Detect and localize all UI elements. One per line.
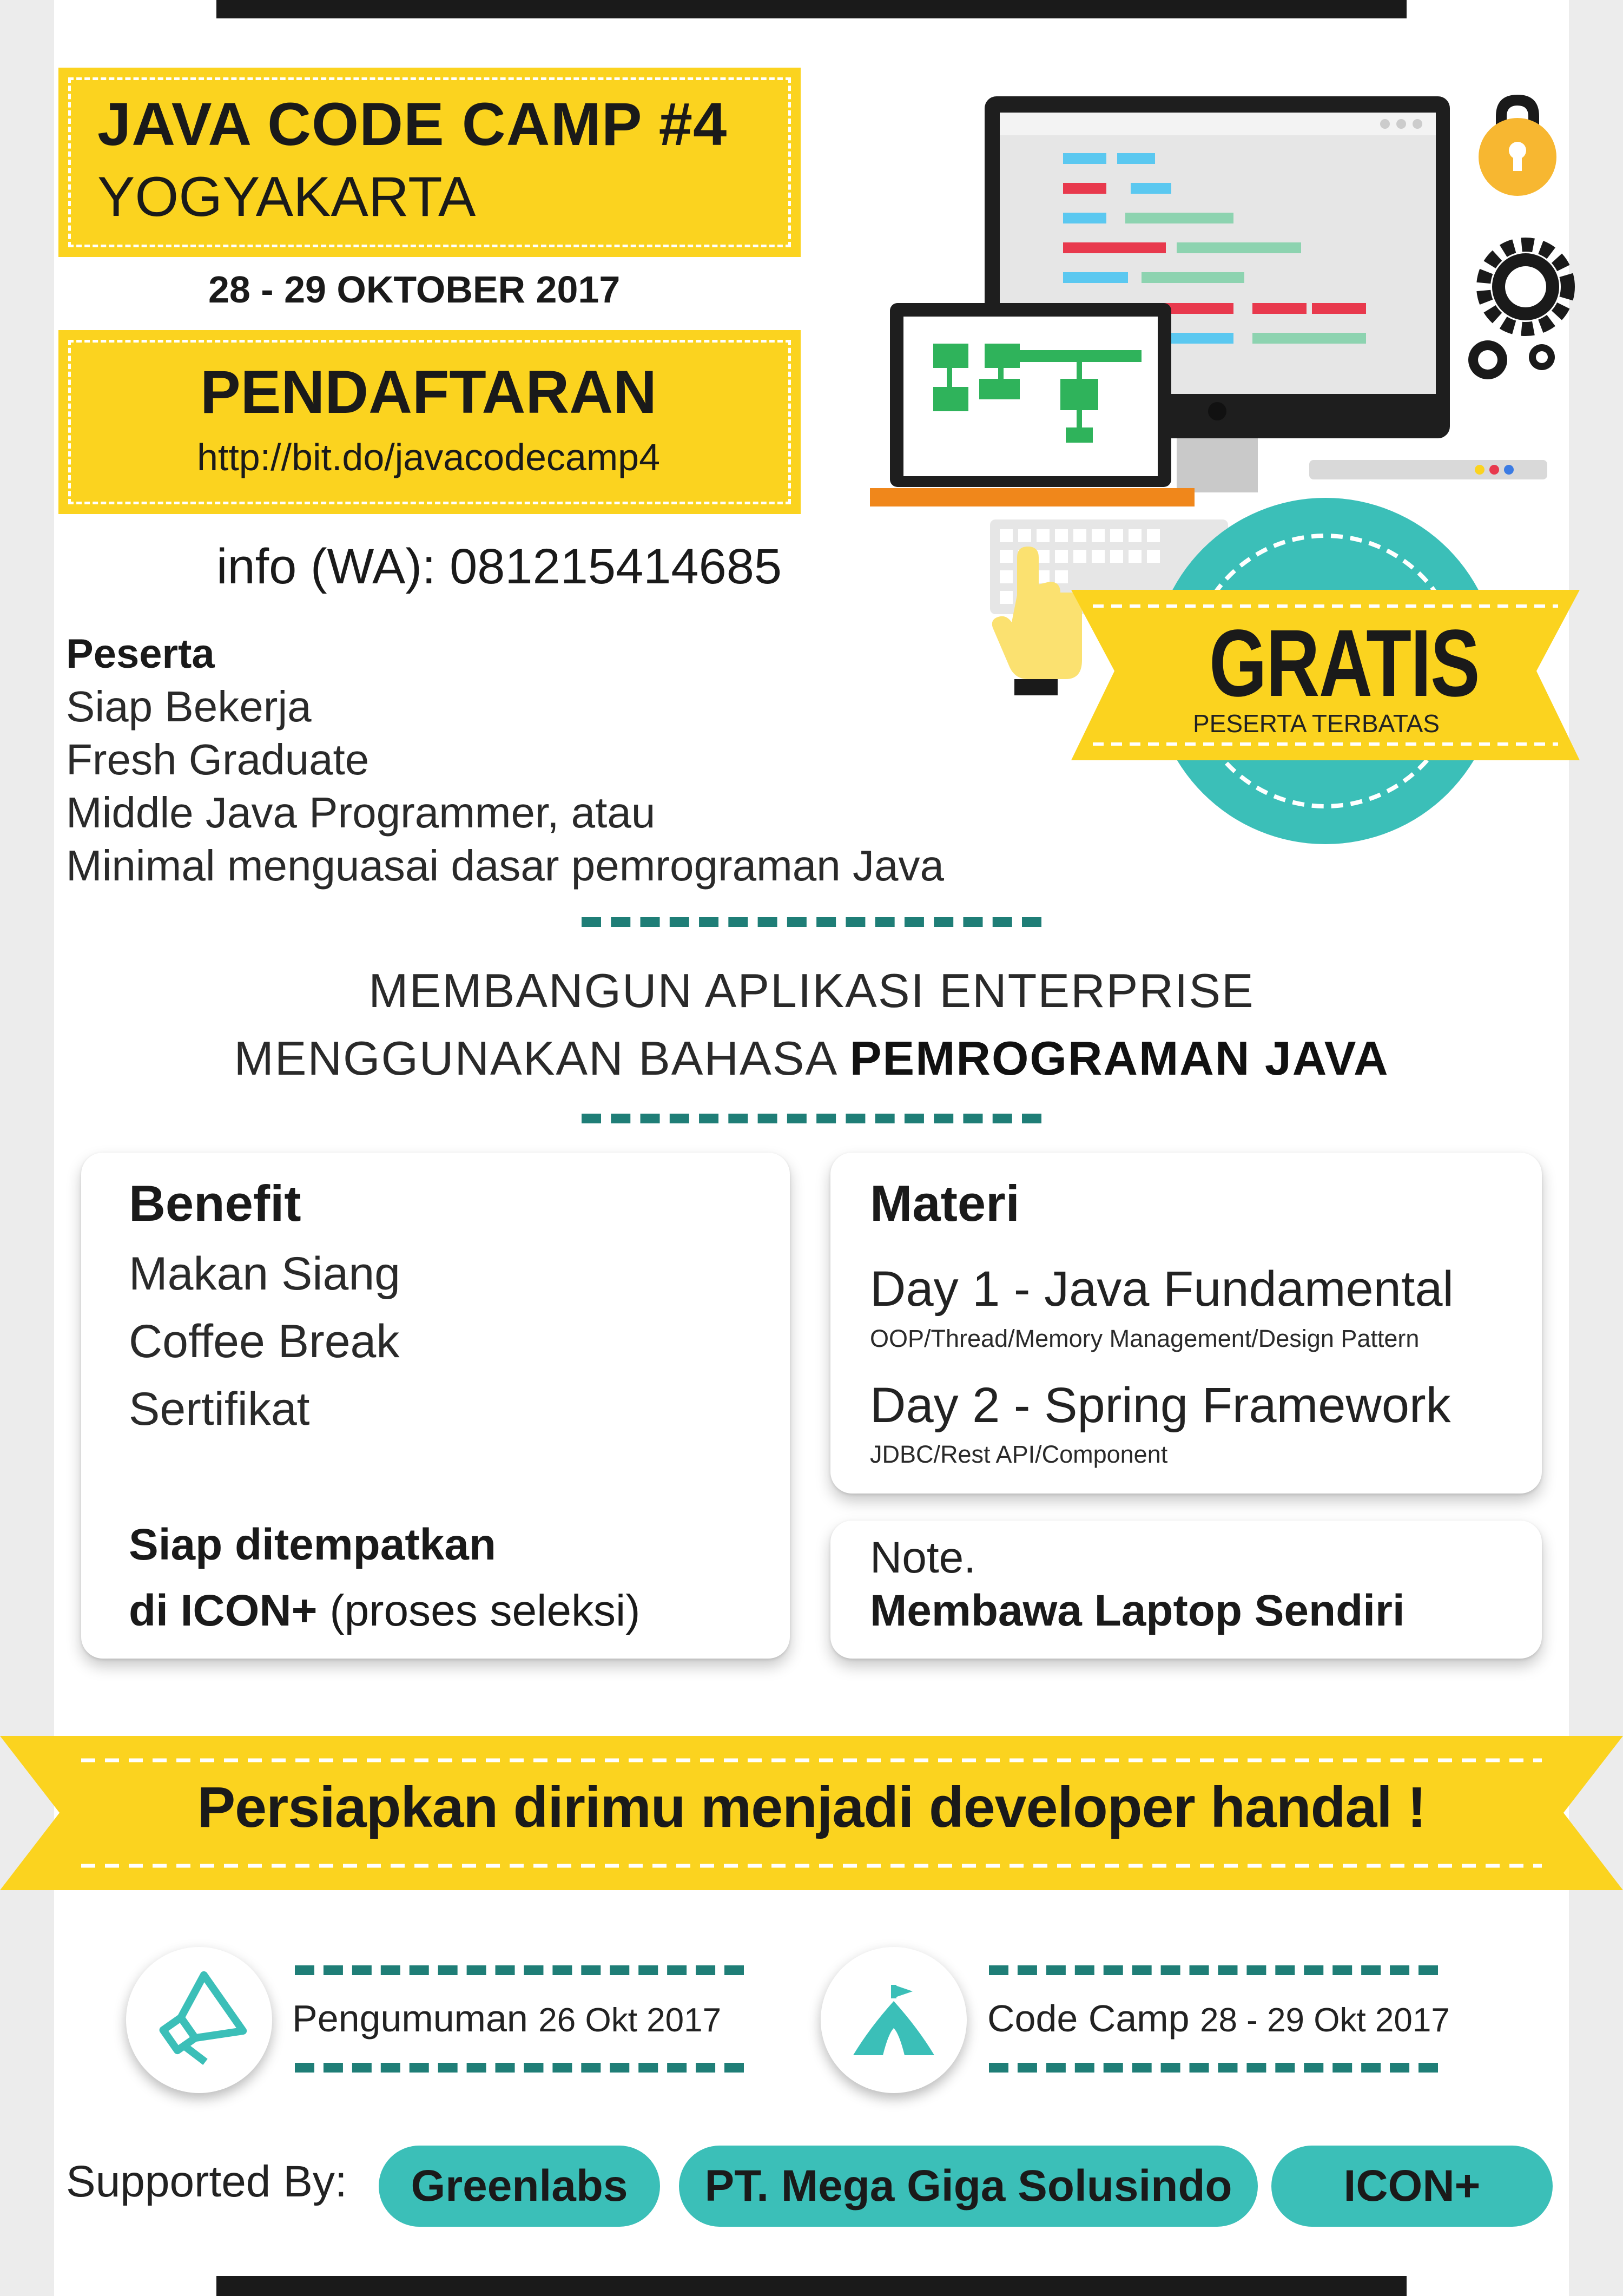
event-date: 28 - 29 OKTOBER 2017	[208, 268, 621, 311]
megaphone-icon	[126, 1947, 272, 2093]
registration-heading: PENDAFTARAN	[200, 358, 657, 426]
theme-line-1: MEMBANGUN APLIKASI ENTERPRISE	[368, 964, 1255, 1017]
participant-item: Minimal menguasai dasar pemrograman Java	[66, 841, 944, 890]
theme-line-2	[0, 1031, 1623, 1086]
supporters-label: Supported By:	[66, 2157, 347, 2206]
materi-day-title: Day 2 - Spring Framework	[870, 1378, 1451, 1433]
theme-line-2-normal: MENGGUNAKAN BAHASA	[234, 1031, 850, 1085]
participant-item: Siap Bekerja	[66, 682, 312, 731]
materi-day-title: Day 1 - Java Fundamental	[870, 1261, 1454, 1317]
event-city: YOGYAKARTA	[97, 166, 476, 228]
badge-free-label: GRATIS	[1209, 610, 1480, 716]
announcement-circle	[126, 1947, 272, 2093]
supporter-name: ICON+	[1343, 2161, 1481, 2211]
placement-line-1: Siap ditempatkan	[129, 1520, 496, 1569]
participants-heading: Peserta	[66, 631, 215, 677]
slogan-text: Persiapkan dirimu menjadi developer handal !	[197, 1775, 1426, 1839]
note-text: Membawa Laptop Sendiri	[870, 1586, 1405, 1635]
benefit-item: Sertifikat	[129, 1383, 310, 1435]
note-label: Note.	[870, 1533, 976, 1582]
placement-note: (proses seleksi)	[317, 1586, 641, 1635]
tent-icon	[821, 1947, 967, 2093]
lock-icon	[1479, 95, 1556, 196]
camp-label	[987, 1997, 1450, 2040]
benefit-heading: Benefit	[129, 1175, 301, 1232]
camp-title: Code Camp	[987, 1997, 1190, 2040]
timeline-divider	[989, 1965, 1438, 1975]
timeline-divider	[295, 2063, 744, 2073]
supporter-pill	[379, 2146, 660, 2227]
materi-day-topics: JDBC/Rest API/Component	[870, 1440, 1168, 1468]
placement-line-2	[129, 1586, 641, 1636]
timeline-divider	[989, 2063, 1438, 2073]
participant-item: Fresh Graduate	[66, 735, 370, 784]
camp-circle	[821, 1947, 967, 2093]
supporter-pill	[679, 2146, 1258, 2227]
materi-day-topics: OOP/Thread/Memory Management/Design Pattern	[870, 1325, 1420, 1352]
top-bar	[216, 0, 1407, 18]
gear-icon	[1468, 245, 1568, 379]
placement-company: di ICON+	[129, 1586, 318, 1635]
event-title: JAVA CODE CAMP #4	[97, 90, 728, 158]
bottom-bar	[216, 2276, 1407, 2296]
benefit-item: Makan Siang	[129, 1248, 400, 1300]
timeline-divider	[295, 1965, 744, 1975]
registration-link[interactable]: http://bit.do/javacodecamp4	[196, 436, 661, 478]
badge-limited-label: PESERTA TERBATAS	[1193, 709, 1440, 738]
benefit-item: Coffee Break	[129, 1315, 400, 1367]
supporter-name: PT. Mega Giga Solusindo	[704, 2161, 1232, 2211]
camp-date: 28 - 29 Okt 2017	[1199, 2002, 1450, 2039]
announcement-title: Pengumuman	[292, 1997, 528, 2040]
theme-line-2-bold: PEMROGRAMAN JAVA	[849, 1031, 1389, 1085]
participant-item: Middle Java Programmer, atau	[66, 788, 656, 837]
divider-top	[582, 917, 1041, 927]
supporter-name: Greenlabs	[411, 2161, 628, 2211]
contact-info: info (WA): 081215414685	[216, 539, 782, 594]
materi-heading: Materi	[870, 1175, 1020, 1232]
announcement-label	[292, 1997, 721, 2040]
announcement-date: 26 Okt 2017	[538, 2002, 722, 2039]
supporter-pill	[1271, 2146, 1553, 2227]
divider-bottom	[582, 1114, 1041, 1123]
